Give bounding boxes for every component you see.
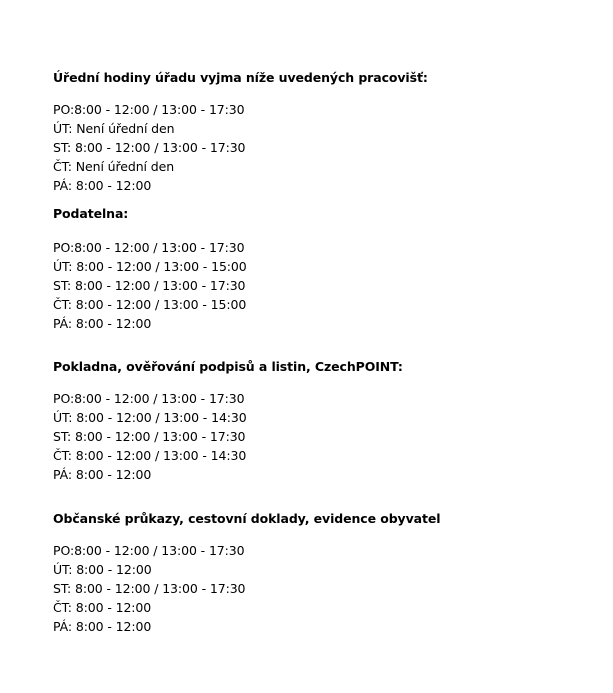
schedule-line-thursday: ČT: Není úřední den — [53, 159, 175, 174]
schedule-line-tuesday: ÚT: 8:00 - 12:00 — [53, 562, 152, 577]
schedule-line-monday: PO:8:00 - 12:00 / 13:00 - 17:30 — [53, 543, 245, 558]
schedule-line-wednesday: ST: 8:00 - 12:00 / 13:00 - 17:30 — [53, 278, 246, 293]
schedule-line-monday: PO:8:00 - 12:00 / 13:00 - 17:30 — [53, 391, 245, 406]
section-heading: Úřední hodiny úřadu vyjma níže uvedených pracovišť: — [53, 70, 428, 85]
section-registry — [53, 206, 593, 333]
section-heading: Pokladna, ověřování podpisů a listin, CzechPOINT: — [53, 359, 403, 374]
schedule-line-tuesday: ÚT: 8:00 - 12:00 / 13:00 - 14:30 — [53, 410, 247, 425]
schedule-line-friday: PÁ: 8:00 - 12:00 — [53, 619, 152, 634]
schedule-line-tuesday: ÚT: Není úřední den — [53, 121, 175, 136]
schedule-line-thursday: ČT: 8:00 - 12:00 / 13:00 - 14:30 — [53, 448, 247, 463]
section-heading: Podatelna: — [53, 206, 129, 221]
schedule-line-monday: PO:8:00 - 12:00 / 13:00 - 17:30 — [53, 102, 245, 117]
schedule-line-monday: PO:8:00 - 12:00 / 13:00 - 17:30 — [53, 240, 245, 255]
schedule-line-tuesday: ÚT: 8:00 - 12:00 / 13:00 - 15:00 — [53, 259, 247, 274]
schedule-line-friday: PÁ: 8:00 - 12:00 — [53, 467, 152, 482]
schedule-list — [53, 541, 593, 636]
schedule-line-thursday: ČT: 8:00 - 12:00 / 13:00 - 15:00 — [53, 297, 247, 312]
schedule-list — [53, 238, 593, 333]
schedule-line-wednesday: ST: 8:00 - 12:00 / 13:00 - 17:30 — [53, 140, 246, 155]
section-id-cards-passports — [53, 511, 593, 636]
section-cashier-czechpoint — [53, 359, 593, 484]
schedule-line-friday: PÁ: 8:00 - 12:00 — [53, 178, 152, 193]
schedule-line-friday: PÁ: 8:00 - 12:00 — [53, 316, 152, 331]
schedule-list — [53, 100, 593, 195]
schedule-line-thursday: ČT: 8:00 - 12:00 — [53, 600, 152, 615]
schedule-list — [53, 389, 593, 484]
schedule-line-wednesday: ST: 8:00 - 12:00 / 13:00 - 17:30 — [53, 581, 246, 596]
schedule-line-wednesday: ST: 8:00 - 12:00 / 13:00 - 17:30 — [53, 429, 246, 444]
section-office-hours — [53, 70, 593, 195]
section-heading: Občanské průkazy, cestovní doklady, evidence obyvatel — [53, 511, 441, 526]
